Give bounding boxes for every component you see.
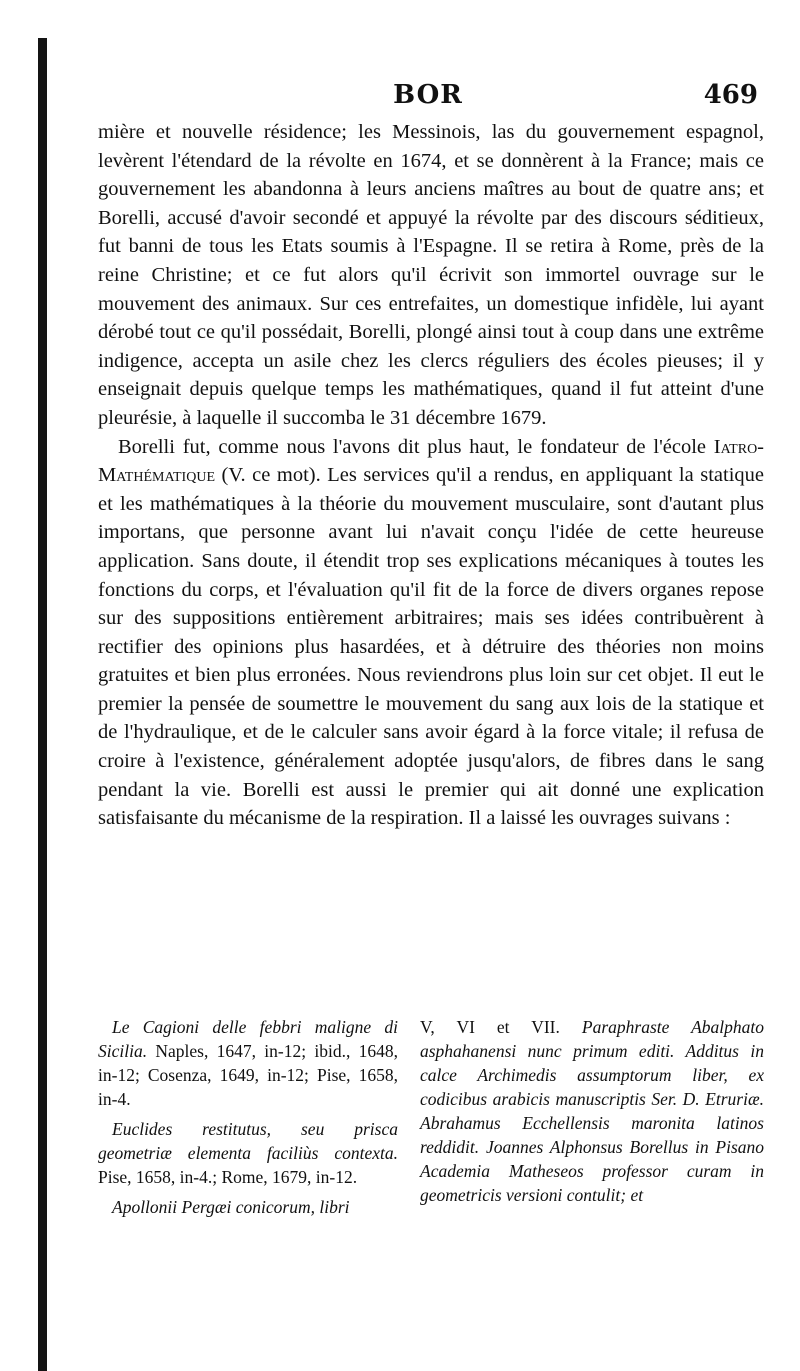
page-header — [98, 80, 758, 120]
page-binding-edge — [38, 38, 47, 1371]
bibliography-left-column — [98, 1015, 398, 1225]
bibliography-right-column — [420, 1015, 764, 1213]
paragraph-2 — [98, 433, 764, 833]
entry-title: Le Cagioni delle febbri maligne di Sicilia. — [98, 1017, 398, 1061]
paragraph-2-intro: Borelli fut, comme nous l'avons dit plus haut, le fondateur de l'école — [118, 435, 707, 458]
cross-reference-note: (V. ce mot). — [221, 464, 321, 487]
entry-title-continued: Paraphraste Abalphato asphahanensi nunc primum editi. Additus in calce Archimedis assumptorum liber, ex codicibus arabicis manuscriptis Ser. D. Etruriæ. Abrahamus Ecchellensis maronita latinos reddidit. Joannes Alphonsus Borellus in Pisano Academia Matheseos professor curam in geometricis versioni contulit; et — [420, 1017, 764, 1205]
entry-title: Apollonii Pergæi conicorum, libri — [112, 1197, 350, 1217]
bibliography-entry — [98, 1117, 398, 1189]
bibliography-entry — [98, 1015, 398, 1111]
bibliography-entry — [98, 1195, 398, 1219]
entry-volumes: V, VI et VII. — [420, 1017, 560, 1037]
entry-title: Euclides restitutus, seu prisca geometriæ elementa faciliùs contexta. — [98, 1119, 398, 1163]
article-body — [98, 118, 764, 833]
page-number: 469 — [703, 80, 758, 110]
entry-details: Naples, 1647, in-12; ibid., 1648, in-12; Cosenza, 1649, in-12; Pise, 1658, in-4. — [98, 1041, 398, 1109]
cross-reference-term: Iatro-Mathématique — [98, 435, 765, 487]
paragraph-2-body: Les services qu'il a rendus, en appliquant la statique et les mathématiques à la théorie du mouvement musculaire, sont d'autant plus importans, que personne avant lui n'avait conçu l'idée de cette heureuse application. Sans doute, il étendit trop ses explications mécaniques à toutes les fonctions du corps, et l'évaluation qu'il fit de la force de divers organes repose sur des suppositions entièrement arbitraires; mais ses idées contribuèrent à rectifier des opinions plus hasardées, et à détruire des théories non moins gratuites et bien plus erronées. Nous reviendrons plus loin sur cet objet. Il eut le premier la pensée de soumettre le mouvement du sang aux lois de la statique et de l'hydraulique, et de le calculer sans avoir égard à la force vitale; il refusa de croire à l'existence, généralement adoptée jusqu'alors, de fibres dans le sang pendant la vie. Borelli est aussi le premier qui ait donné une explication satisfaisante du mécanisme de la respiration. Il a laissé les ouvrages suivans : — [98, 464, 765, 830]
bibliography-entry-continued — [420, 1015, 764, 1207]
entry-details: Pise, 1658, in-4.; Rome, 1679, in-12. — [98, 1167, 358, 1187]
running-head: BOR — [393, 80, 463, 110]
paragraph-1: mière et nouvelle résidence; les Messinois, las du gouvernement espagnol, levèrent l'étendard de la révolte en 1674, et se donnèrent à la France; mais ce gouvernement les abandonna à leurs anciens maîtres au bout de quatre ans; et Borelli, accusé d'avoir secondé et appuyé la révolte par des discours séditieux, fut banni de tous les Etats soumis à l'Espagne. Il se retira à Rome, près de la reine Christine; et ce fut alors qu'il écrivit son immortel ouvrage sur le mouvement des animaux. Sur ces entrefaites, un domestique infidèle, lui ayant dérobé tout ce qu'il possédait, Borelli, plongé ainsi tout à coup dans une extrême indigence, accepta un asile chez les clercs réguliers des écoles pieuses; il y enseignait depuis quelque temps les mathématiques, quand il fut atteint d'une pleurésie, à laquelle il succomba le 31 décembre 1679. — [98, 121, 764, 429]
